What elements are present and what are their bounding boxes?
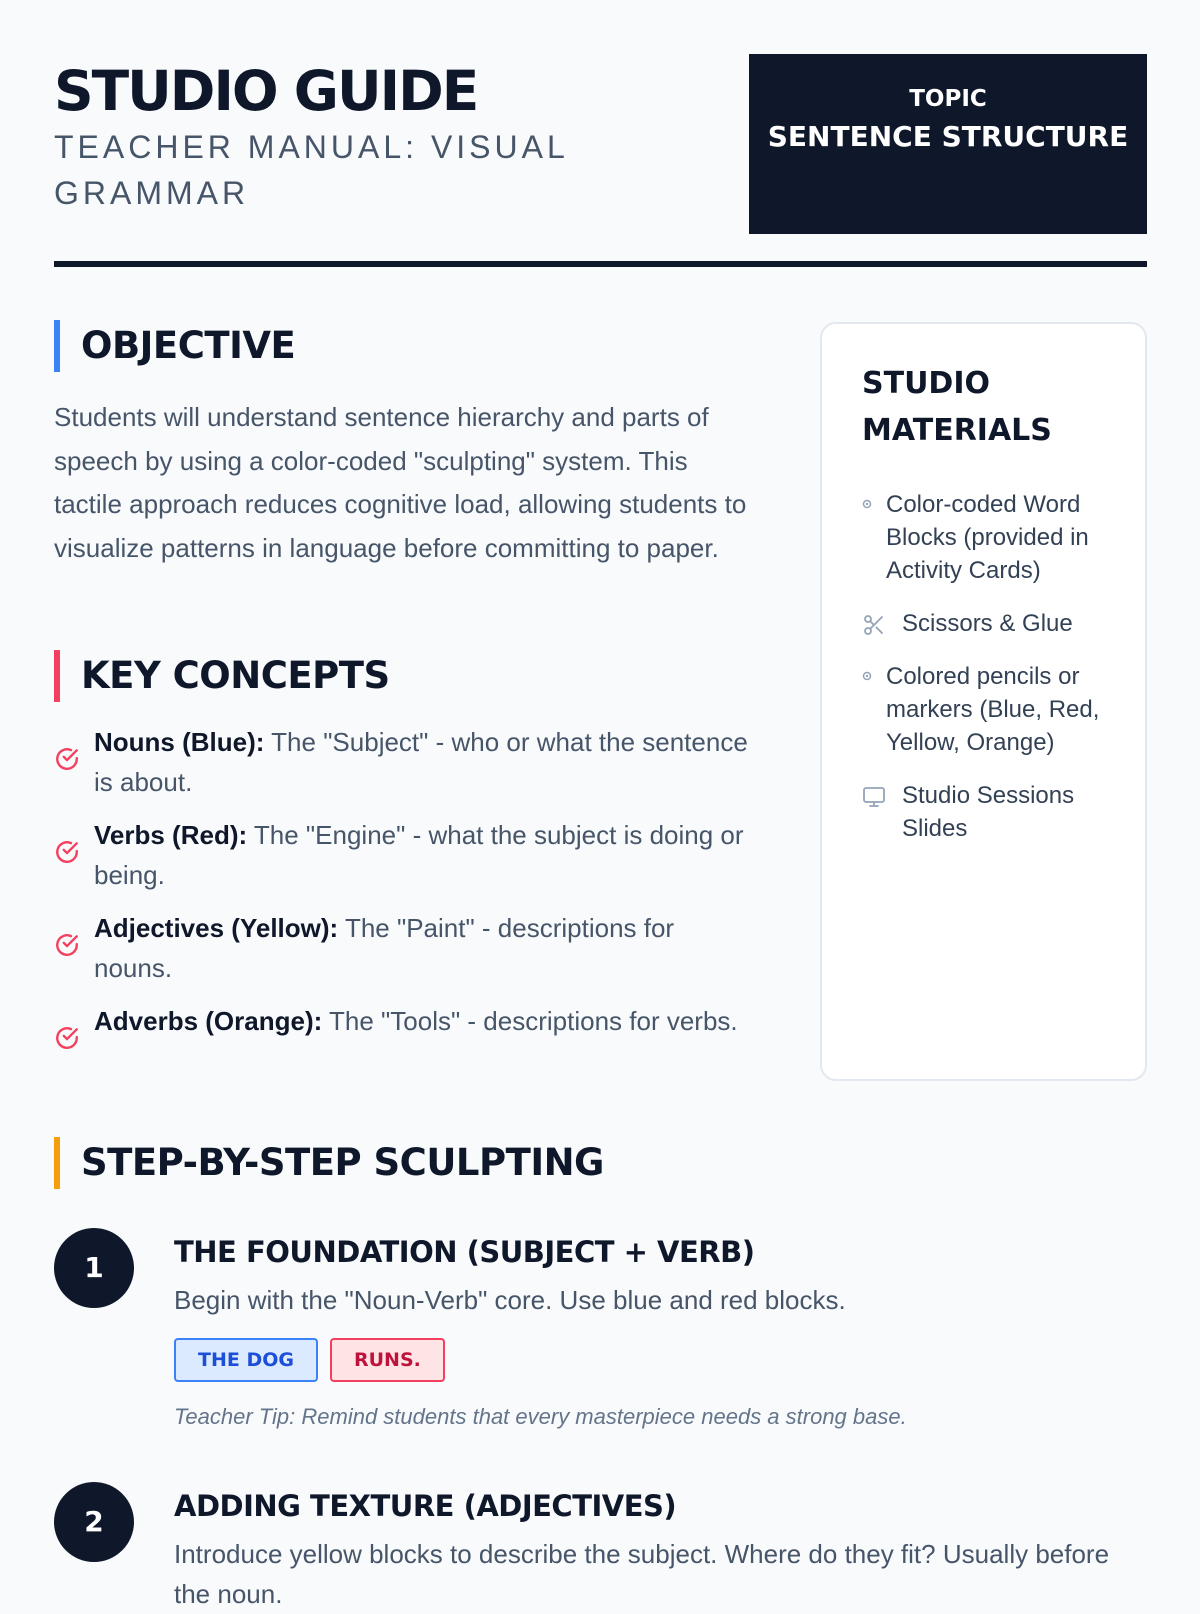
material-item-scissors [862, 607, 1105, 640]
material-label: Color-coded Word Blocks (provided in Activity Cards) [886, 491, 1089, 584]
word-chips [174, 1338, 1147, 1385]
materials-heading: STUDIO MATERIALS [862, 366, 1052, 448]
step-number: 2 [54, 1482, 134, 1562]
verb-chip: RUNS. [330, 1338, 445, 1382]
step-body [174, 1482, 1147, 1614]
monitor-icon [862, 785, 886, 809]
material-label: Colored pencils or markers (Blue, Red, Yellow, Orange) [886, 663, 1100, 756]
page-subtitle: TEACHER MANUAL: VISUAL GRAMMAR [54, 129, 568, 211]
teacher-tip: Teacher Tip: Remind students that every masterpiece needs a strong base. [174, 1404, 907, 1429]
concept-description: The "Tools" - descriptions for verbs. [322, 1006, 738, 1036]
topic-label: TOPIC [909, 86, 987, 112]
scissors-icon [862, 613, 886, 637]
concept-item-nouns [54, 722, 754, 802]
step-title: THE FOUNDATION (SUBJECT + VERB) [174, 1235, 755, 1269]
step-number: 1 [54, 1228, 134, 1308]
check-circle-icon [54, 746, 80, 772]
concept-item-adverbs [54, 1001, 754, 1041]
concept-term: Nouns (Blue): [94, 727, 265, 757]
noun-chip: THE DOG [174, 1338, 318, 1382]
objective-heading: OBJECTIVE [54, 320, 295, 372]
concept-term: Adjectives (Yellow): [94, 913, 339, 943]
concept-term: Adverbs (Orange): [94, 1006, 323, 1036]
check-circle-icon [54, 839, 80, 865]
steps-heading: STEP-BY-STEP SCULPTING [54, 1137, 604, 1189]
concept-term: Verbs (Red): [94, 820, 248, 850]
topic-box [749, 54, 1147, 234]
concept-description: The "Engine" - what the subject is doing or being. [94, 820, 744, 890]
concept-item-verbs [54, 815, 754, 895]
check-circle-icon [54, 1025, 80, 1051]
materials-list [862, 488, 1105, 845]
objective-text: Students will understand sentence hierarchy and parts of speech by using a color-coded "sculpting" system. This tactile approach reduces cognitive load, allowing students to visualize patterns in language before committing to paper. [54, 402, 747, 563]
material-item-word-blocks [862, 488, 1105, 587]
material-label: Scissors & Glue [902, 610, 1073, 637]
dot-icon [862, 494, 880, 512]
key-concepts-heading: KEY CONCEPTS [54, 650, 390, 702]
key-concepts-list [54, 722, 754, 1054]
topic-value: SENTENCE STRUCTURE [767, 120, 1129, 153]
concept-description: The "Paint" - descriptions for nouns. [94, 913, 675, 983]
dot-icon [862, 666, 880, 684]
material-item-pencils [862, 660, 1105, 759]
step-title: ADDING TEXTURE (ADJECTIVES) [174, 1489, 677, 1523]
step-description: Begin with the "Noun-Verb" core. Use blue and red blocks. [174, 1285, 846, 1315]
step-body [174, 1228, 1147, 1433]
concept-description: The "Subject" - who or what the sentence is about. [94, 727, 748, 797]
check-circle-icon [54, 932, 80, 958]
page-header [54, 54, 1147, 267]
concept-item-adjectives [54, 908, 754, 988]
page-title: STUDIO GUIDE [54, 59, 478, 123]
material-item-slides [862, 779, 1105, 845]
material-label: Studio Sessions Slides [902, 782, 1075, 842]
step-description: Introduce yellow blocks to describe the subject. Where do they fit? Usually before the noun. [174, 1539, 1110, 1609]
studio-materials-card [820, 322, 1147, 1081]
